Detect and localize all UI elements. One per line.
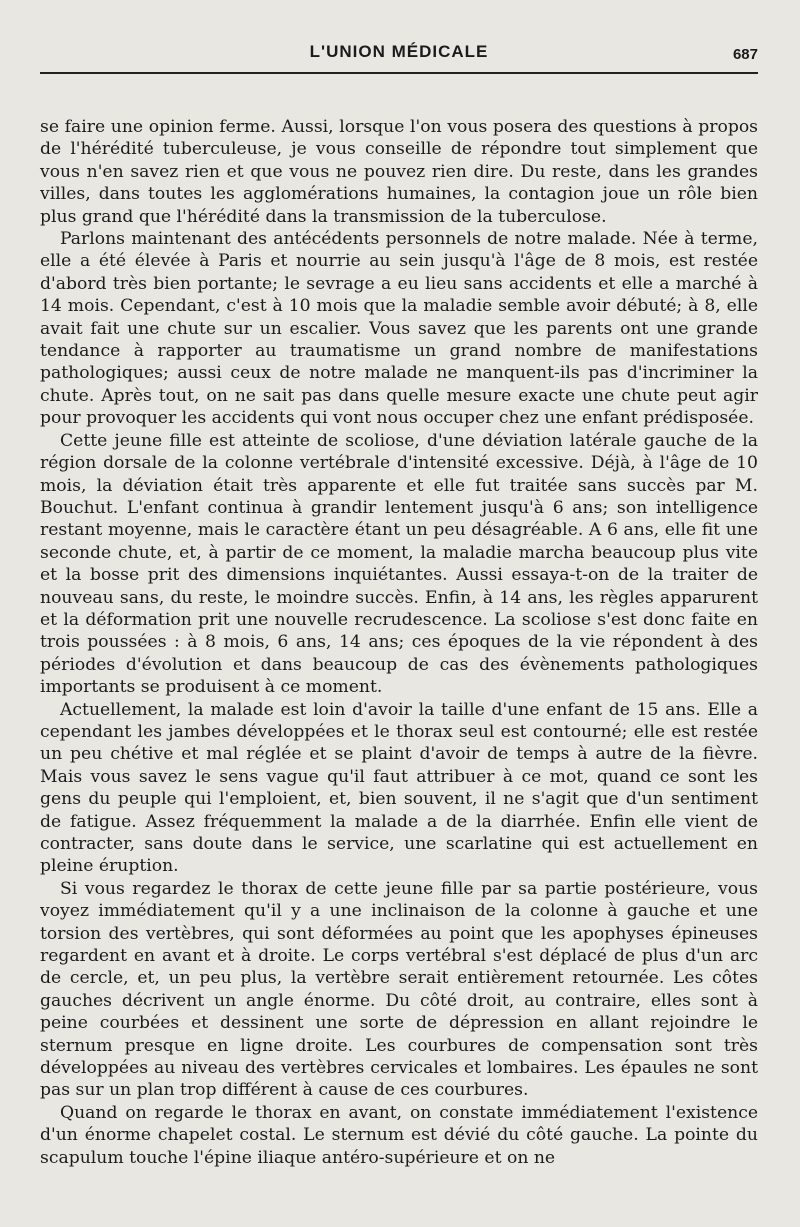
running-header xyxy=(40,34,758,70)
paragraph: Cette jeune fille est atteinte de scoliose, d'une déviation latérale gauche de la région dorsale de la colonne vertébrale d'intensité excessive. Déjà, à l'âge de 10 mois, la déviation était très apparente et elle fut traitée sans succès par M. Bouchut. L'enfant continua à grandir lentement jusqu'à 6 ans; son intelligence restant moyenne, mais le caractère étant un peu désagréable. A 6 ans, elle fit une seconde chute, et, à partir de ce moment, la maladie marcha beaucoup plus vite et la bosse prit des dimensions inquiétantes. Aussi essaya-t-on de la traiter de nouveau sans, du reste, le moindre succès. Enfin, à 14 ans, les règles apparurent et la déformation prit une nouvelle recrudescence. La scoliose s'est donc faite en trois poussées : à 8 mois, 6 ans, 14 ans; ces époques de la vie répondent à des périodes d'évolution et dans beaucoup de cas des évènements pathologiques importants se produisent à ce moment. xyxy=(40,430,758,698)
paragraph: se faire une opinion ferme. Aussi, lorsque l'on vous posera des questions à propos de l'hérédité tuberculeuse, je vous conseille de répondre tout simplement que vous n'en savez rien et que vous ne pouvez rien dire. Du reste, dans les grandes villes, dans toutes les agglomérations humaines, la contagion joue un rôle bien plus grand que l'hérédité dans la transmission de la tuberculose. xyxy=(40,117,758,227)
paragraph: Actuellement, la malade est loin d'avoir la taille d'une enfant de 15 ans. Elle a cependant les jambes développées et le thorax seul est contourné; elle est restée un peu chétive et mal réglée et se plaint d'avoir de temps à autre de la fièvre. Mais vous savez le sens vague qu'il faut attribuer à ce mot, quand ce sont les gens du peuple qui l'emploient, et, bien souvent, il ne s'agit que d'un sentiment de fatigue. Assez fréquemment la malade a de la diarrhée. Enfin elle vient de contracter, sans doute dans le service, une scarlatine qui est actuellement en pleine éruption. xyxy=(40,699,758,877)
article-body xyxy=(40,116,758,1169)
paragraph: Parlons maintenant des antécédents personnels de notre malade. Née à terme, elle a été élevée à Paris et nourrie au sein jusqu'à l'âge de 8 mois, est restée d'abord très bien portante; le sevrage a eu lieu sans accidents et elle a marché à 14 mois. Cependant, c'est à 10 mois que la maladie semble avoir débuté; à 8, elle avait fait une chute sur un escalier. Vous savez que les parents ont une grande tendance à rapporter au traumatisme un grand nombre de manifestations pathologiques; aussi ceux de notre malade ne manquent-ils pas d'incriminer la chute. Après tout, on ne sait pas dans quelle mesure exacte une chute peut agir pour provoquer les accidents qui vont nous occuper chez une enfant prédisposée. xyxy=(40,229,758,429)
paragraph: Si vous regardez le thorax de cette jeune fille par sa partie postérieure, vous voyez immédiatement qu'il y a une inclinaison de la colonne à gauche et une torsion des vertèbres, qui sont déformées au point que les apophyses épineuses regardent en avant et à droite. Le corps vertébral s'est déplacé de plus d'un arc de cercle, et, un peu plus, la vertèbre serait entièrement retournée. Les côtes gauches décrivent un angle énorme. Du côté droit, au contraire, elles sont à peine courbées et dessinent une sorte de dépression en allant rejoindre le sternum presque en ligne droite. Les courbures de compensation sont très développées au niveau des vertèbres cervicales et lombaires. Les épaules ne sont pas sur un plan trop différent à cause de ces courbures. xyxy=(40,878,758,1101)
paragraph: Quand on regarde le thorax en avant, on constate immédiatement l'existence d'un énorme chapelet costal. Le sternum est dévié du côté gauche. La pointe du scapulum touche l'épine iliaque antéro-supérieure et on ne xyxy=(40,1102,758,1168)
journal-title: L'UNION MÉDICALE xyxy=(309,42,489,61)
header-rule xyxy=(40,72,758,74)
page-number: 687 xyxy=(732,46,758,63)
